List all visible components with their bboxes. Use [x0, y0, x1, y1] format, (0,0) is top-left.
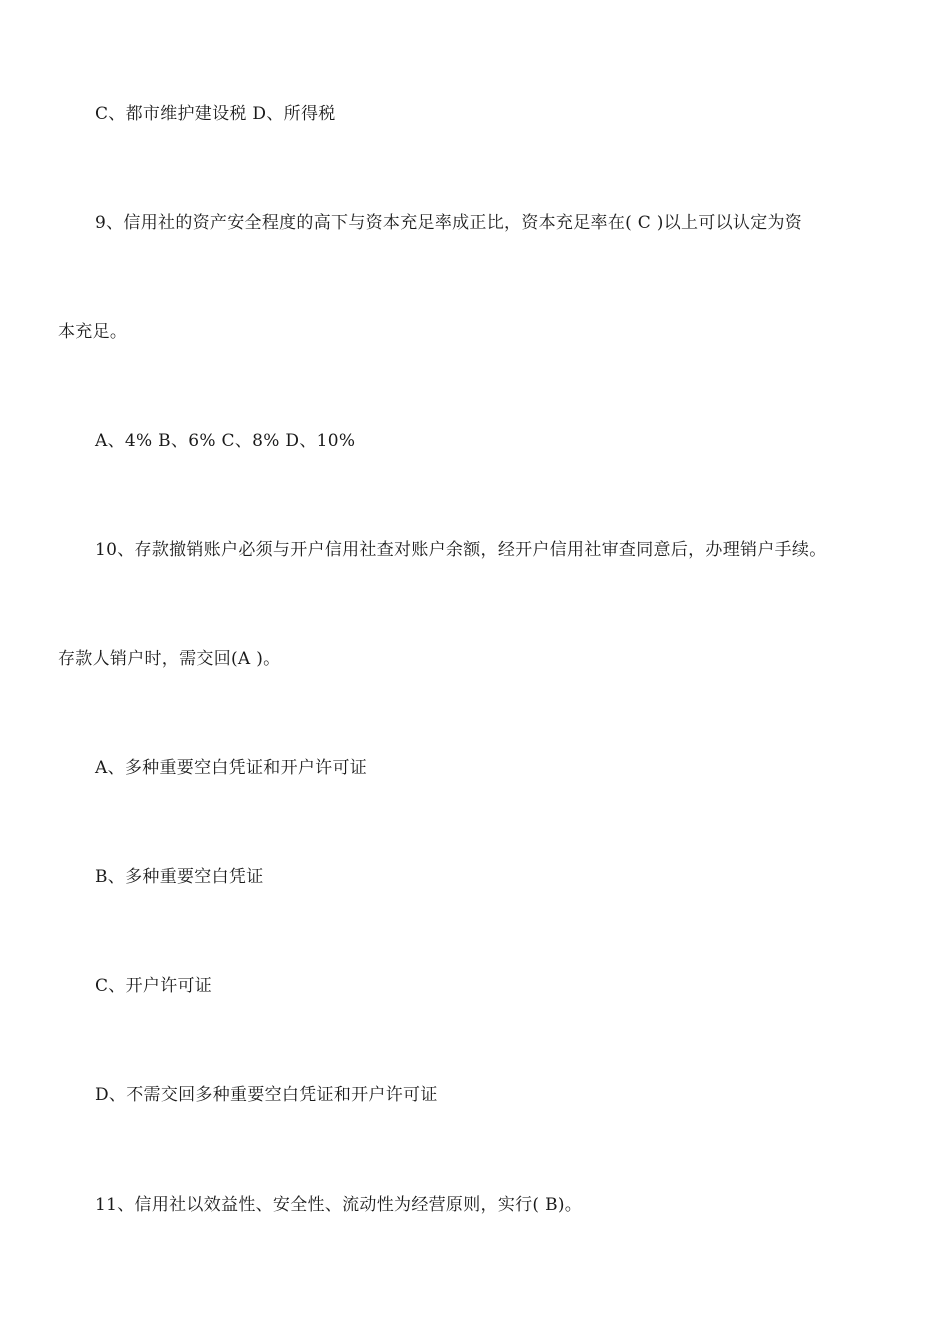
question-9-options: A、4% B、6% C、8% D、10% [95, 431, 356, 451]
question-10-option-c: C、开户许可证 [95, 976, 213, 996]
option-line-q8-cd: C、都市维护建设税 D、所得税 [95, 104, 336, 124]
question-9-line-1: 9、信用社的资产安全程度的高下与资本充足率成正比，资本充足率在( C )以上可以认定为资 [95, 213, 803, 233]
question-10-option-b: B、多种重要空白凭证 [95, 867, 264, 887]
question-10-option-a: A、多种重要空白凭证和开户许可证 [95, 758, 368, 778]
question-10-option-d: D、不需交回多种重要空白凭证和开户许可证 [95, 1085, 438, 1105]
question-10-line-1: 10、存款撤销账户必须与开户信用社查对账户余额，经开户信用社审查同意后，办理销户手续。 [95, 540, 827, 560]
question-10-line-2: 存款人销户时，需交回(A )。 [58, 649, 281, 669]
question-9-line-2: 本充足。 [58, 322, 128, 342]
question-11-line-1: 11、信用社以效益性、安全性、流动性为经营原则，实行( B)。 [95, 1195, 583, 1215]
